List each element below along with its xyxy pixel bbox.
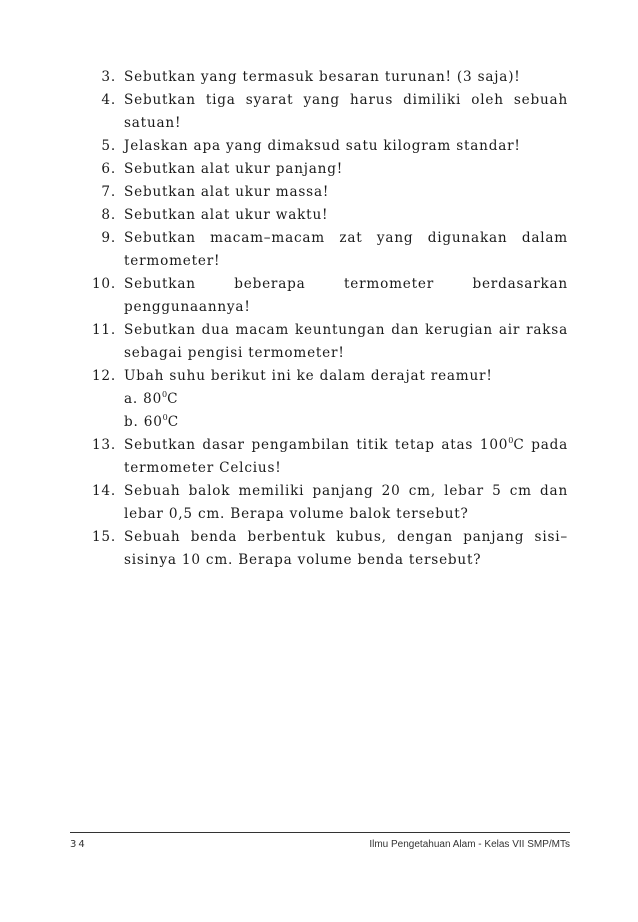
question-text: Sebutkan alat ukur waktu! [124, 207, 329, 223]
question-number: 8. [101, 207, 116, 223]
question-10 [0, 273, 638, 319]
running-title: Ilmu Pengetahuan Alam - Kelas VII SMP/MTs [369, 839, 570, 850]
question-15 [0, 526, 638, 572]
question-number: 10. [91, 276, 116, 292]
question-text: Sebutkan beberapa termometer berdasarkan penggunaannya! [124, 276, 568, 315]
question-4 [0, 89, 638, 135]
question-number: 13. [91, 437, 116, 453]
question-list [0, 66, 638, 572]
question-11 [0, 319, 638, 365]
question-text: Sebuah benda berbentuk kubus, dengan panjang sisi–sisinya 10 cm. Berapa volume benda tersebut? [124, 529, 568, 568]
question-number: 12. [91, 368, 116, 384]
question-9 [0, 227, 638, 273]
question-text: Sebutkan yang termasuk besaran turunan! (3 saja)! [124, 69, 521, 85]
degree-superscript: 0 [162, 390, 168, 399]
question-text: Sebutkan tiga syarat yang harus dimiliki oleh sebuah satuan! [124, 92, 568, 131]
sub-item-unit: C [167, 414, 179, 430]
question-13 [0, 434, 638, 480]
question-number: 5. [101, 138, 116, 154]
question-text-part: Sebutkan dasar pengambilan titik tetap atas 100 [124, 437, 509, 453]
question-number: 6. [101, 161, 116, 177]
question-text: Ubah suhu berikut ini ke dalam derajat reamur! [124, 368, 493, 384]
question-number: 7. [101, 184, 116, 200]
sub-item-b [0, 411, 638, 434]
sub-item-a [0, 388, 638, 411]
question-text: Jelaskan apa yang dimaksud satu kilogram standar! [124, 138, 521, 154]
question-5 [0, 135, 638, 158]
page-number: 34 [70, 839, 87, 850]
question-text [124, 434, 568, 480]
sub-item-unit: C [167, 391, 179, 407]
question-8 [0, 204, 638, 227]
question-number: 15. [91, 529, 116, 545]
question-text: Sebutkan macam–macam zat yang digunakan dalam termometer! [124, 230, 568, 269]
footer-divider [70, 832, 570, 833]
sub-item-label: a. 80 [124, 391, 163, 407]
question-text: Sebutkan alat ukur massa! [124, 184, 330, 200]
question-12 [0, 365, 638, 388]
question-number: 14. [91, 483, 116, 499]
question-3 [0, 66, 638, 89]
question-text: Sebutkan dua macam keuntungan dan kerugian air raksa sebagai pengisi termometer! [124, 322, 568, 361]
sub-item-label: b. 60 [124, 414, 163, 430]
degree-superscript: 0 [508, 436, 514, 445]
question-14 [0, 480, 638, 526]
question-text: Sebutkan alat ukur panjang! [124, 161, 344, 177]
question-7 [0, 181, 638, 204]
question-number: 3. [101, 69, 116, 85]
question-text-part: C pada termometer Celcius! [124, 437, 569, 476]
question-number: 11. [91, 322, 116, 338]
question-text: Sebuah balok memiliki panjang 20 cm, lebar 5 cm dan lebar 0,5 cm. Berapa volume balok tersebut? [124, 483, 568, 522]
degree-superscript: 0 [162, 413, 168, 422]
question-number: 9. [101, 230, 116, 246]
question-6 [0, 158, 638, 181]
question-number: 4. [101, 92, 116, 108]
